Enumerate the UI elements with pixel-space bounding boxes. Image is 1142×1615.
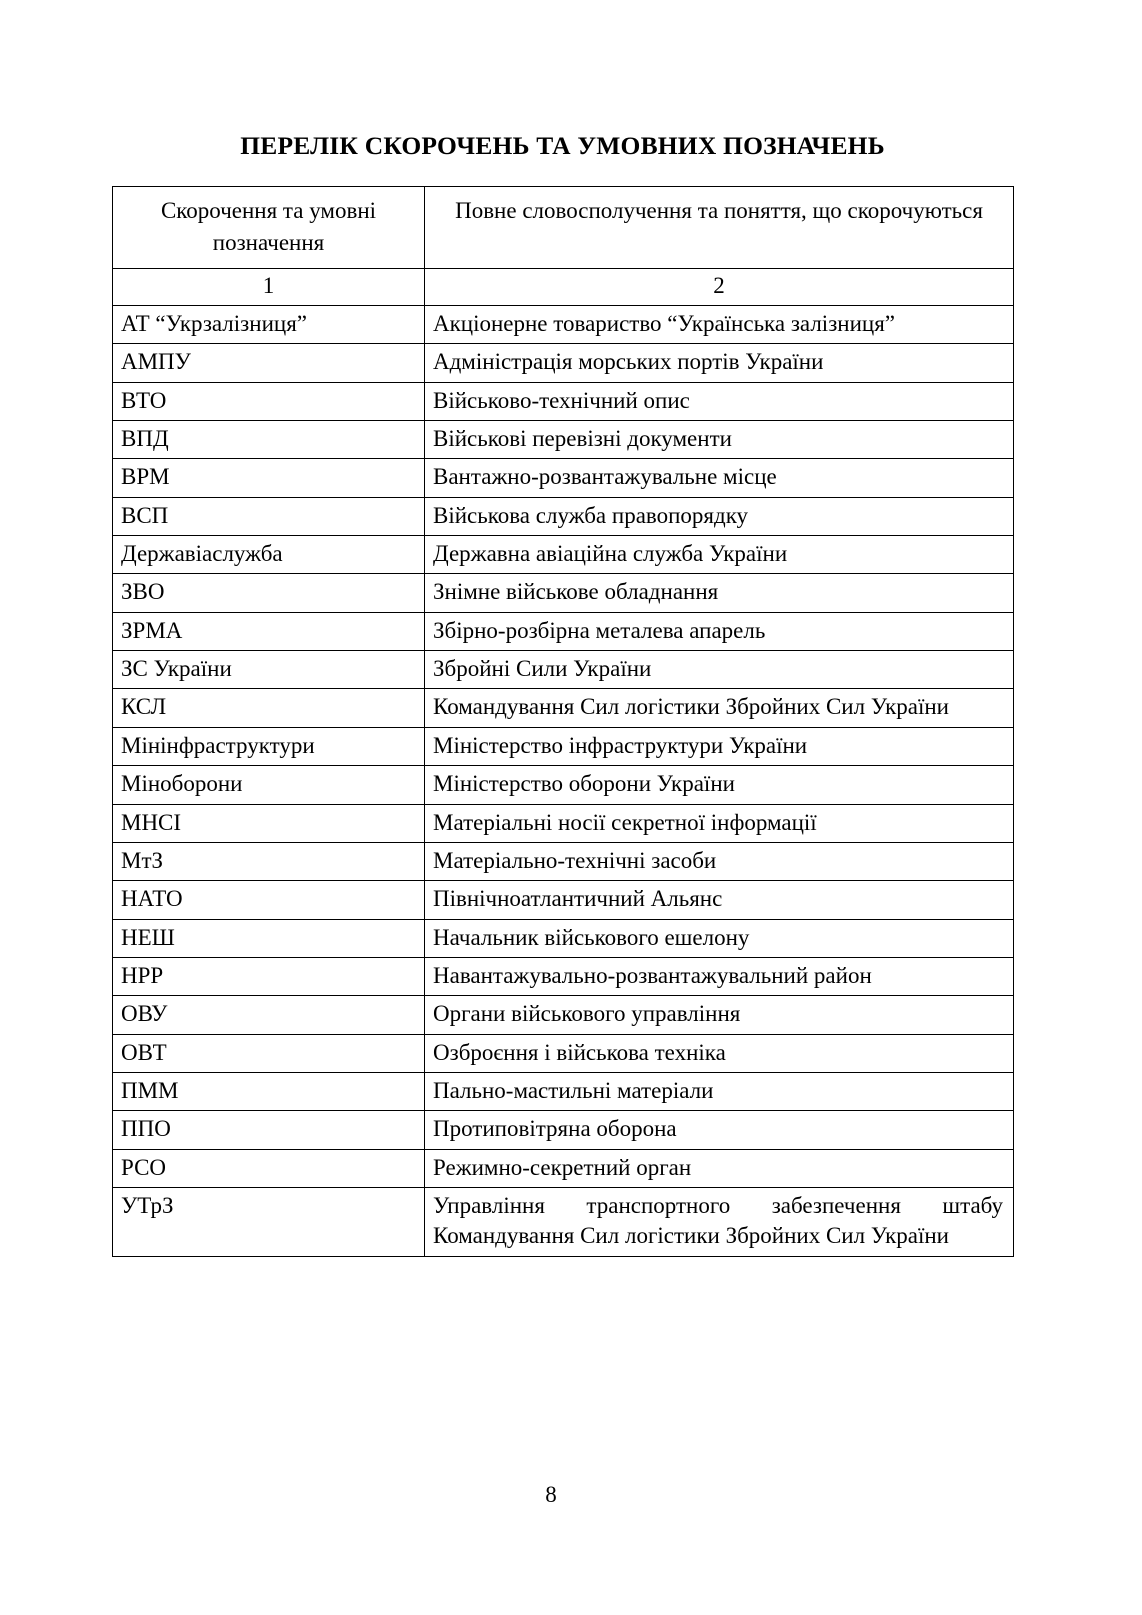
table-row — [113, 957, 1014, 995]
table-row — [113, 804, 1014, 842]
abbreviation-cell: НЕШ — [113, 919, 425, 957]
abbreviation-cell: ВПД — [113, 420, 425, 458]
abbreviation-cell: УТрЗ — [113, 1188, 425, 1257]
full-phrase-cell: Пально-мастильні матеріали — [425, 1073, 1014, 1111]
table-row — [113, 535, 1014, 573]
abbreviation-cell: ВТО — [113, 382, 425, 420]
table-header-row — [113, 187, 1014, 269]
abbreviation-cell: КСЛ — [113, 689, 425, 727]
full-phrase-cell: Військові перевізні документи — [425, 420, 1014, 458]
table-row — [113, 881, 1014, 919]
table-row — [113, 842, 1014, 880]
table-row — [113, 344, 1014, 382]
table-row — [113, 919, 1014, 957]
full-phrase-cell: Органи військового управління — [425, 996, 1014, 1034]
abbreviation-cell: ППО — [113, 1111, 425, 1149]
full-phrase-cell: Збірно-розбірна металева апарель — [425, 612, 1014, 650]
abbreviation-cell: ВРМ — [113, 459, 425, 497]
abbreviation-cell: Мінінфраструктури — [113, 727, 425, 765]
full-phrase-cell: Військово-технічний опис — [425, 382, 1014, 420]
page-title: ПЕРЕЛІК СКОРОЧЕНЬ ТА УМОВНИХ ПОЗНАЧЕНЬ — [240, 131, 885, 160]
table-header-abbreviation: Скорочення та умовні позначення — [113, 187, 425, 269]
abbreviation-cell: ЗС України — [113, 651, 425, 689]
table-row — [113, 766, 1014, 804]
table-row — [113, 574, 1014, 612]
abbreviation-cell: ВСП — [113, 497, 425, 535]
table-row — [113, 1073, 1014, 1111]
column-number-2: 2 — [425, 269, 1014, 305]
page-number: 8 — [545, 1482, 557, 1507]
abbreviation-cell: ЗВО — [113, 574, 425, 612]
full-phrase-cell: Вантажно-розвантажувальне місце — [425, 459, 1014, 497]
full-phrase-cell: Матеріальні носії секретної інформації — [425, 804, 1014, 842]
full-phrase-cell: Збройні Сили України — [425, 651, 1014, 689]
table-row — [113, 420, 1014, 458]
full-phrase-cell: Міністерство інфраструктури України — [425, 727, 1014, 765]
abbreviation-cell: НРР — [113, 957, 425, 995]
abbreviation-cell: Міноборони — [113, 766, 425, 804]
abbreviation-cell: МНСІ — [113, 804, 425, 842]
table-row — [113, 1111, 1014, 1149]
full-phrase-cell: Навантажувально-розвантажувальний район — [425, 957, 1014, 995]
abbreviation-cell: РСО — [113, 1149, 425, 1187]
abbreviation-cell: Державіаслужба — [113, 535, 425, 573]
full-phrase-cell: Матеріально-технічні засоби — [425, 842, 1014, 880]
full-phrase-cell: Міністерство оборони України — [425, 766, 1014, 804]
abbreviation-cell: АМПУ — [113, 344, 425, 382]
full-phrase-cell: Північноатлантичний Альянс — [425, 881, 1014, 919]
table-row — [113, 1034, 1014, 1072]
full-phrase-cell: Акціонерне товариство “Українська залізниця” — [425, 305, 1014, 343]
table-row — [113, 612, 1014, 650]
table-row — [113, 1188, 1014, 1257]
full-phrase-cell: Адміністрація морських портів України — [425, 344, 1014, 382]
abbreviation-cell: ОВТ — [113, 1034, 425, 1072]
full-phrase-cell: Знімне військове обладнання — [425, 574, 1014, 612]
table-row — [113, 689, 1014, 727]
full-phrase-cell: Начальник військового ешелону — [425, 919, 1014, 957]
abbreviation-cell: ОВУ — [113, 996, 425, 1034]
full-phrase-cell: Управління транспортного забезпечення штабу Командування Сил логістики Збройних Сил України — [425, 1188, 1014, 1257]
table-header-full-phrase: Повне словосполучення та поняття, що скорочуються — [425, 187, 1014, 269]
abbreviation-cell: НАТО — [113, 881, 425, 919]
table-row — [113, 459, 1014, 497]
table-header — [113, 187, 1014, 306]
full-phrase-cell: Командування Сил логістики Збройних Сил України — [425, 689, 1014, 727]
table-row — [113, 727, 1014, 765]
table-row — [113, 996, 1014, 1034]
table-row — [113, 1149, 1014, 1187]
abbreviation-cell: АТ “Укрзалізниця” — [113, 305, 425, 343]
table-row — [113, 382, 1014, 420]
table-body — [113, 305, 1014, 1256]
full-phrase-cell: Військова служба правопорядку — [425, 497, 1014, 535]
abbreviation-cell: МтЗ — [113, 842, 425, 880]
table-column-number-row — [113, 269, 1014, 305]
abbreviation-cell: ЗРМА — [113, 612, 425, 650]
full-phrase-cell: Режимно-секретний орган — [425, 1149, 1014, 1187]
column-number-1: 1 — [113, 269, 425, 305]
abbreviation-cell: ПММ — [113, 1073, 425, 1111]
full-phrase-cell: Державна авіаційна служба України — [425, 535, 1014, 573]
table-row — [113, 651, 1014, 689]
table-row — [113, 497, 1014, 535]
table-row — [113, 305, 1014, 343]
full-phrase-cell: Озброєння і військова техніка — [425, 1034, 1014, 1072]
abbreviations-table — [112, 186, 1014, 1257]
full-phrase-cell: Протиповітряна оборона — [425, 1111, 1014, 1149]
